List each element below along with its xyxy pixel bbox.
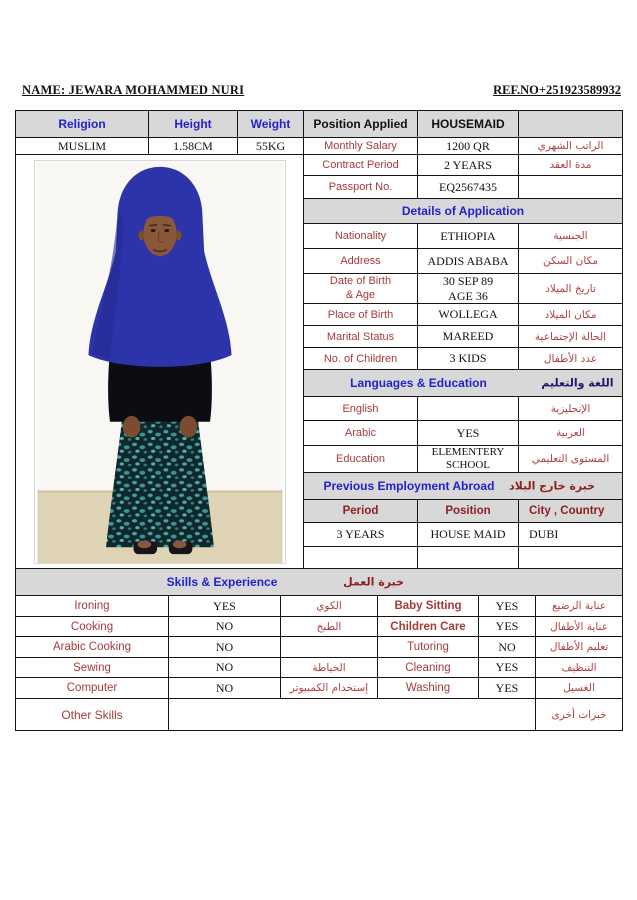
nationality-arabic: الجنسية — [519, 224, 623, 249]
applicant-info-table — [15, 110, 623, 570]
education-label: Education — [304, 446, 418, 473]
applicant-photo — [34, 160, 286, 564]
skill-babysitting-value: YES — [479, 596, 536, 617]
skill-arabiccooking-arabic — [281, 637, 378, 658]
skill-arabiccooking-value: NO — [169, 637, 281, 658]
birthplace-value: WOLLEGA — [418, 304, 519, 326]
marital-status-arabic: الحالة الإجتماعية — [519, 326, 623, 348]
skill-ironing-arabic: الكوي — [281, 596, 378, 617]
other-skills-label: Other Skills — [16, 699, 169, 731]
height-value: 1.58CM — [149, 138, 238, 155]
arabic-label: Arabic — [304, 421, 418, 446]
education-arabic: المستوى التعليمي — [519, 446, 623, 473]
english-value — [418, 397, 519, 421]
applicant-name-heading: NAME: JEWARA MOHAMMED NURI — [22, 83, 245, 97]
details-of-application-section: Details of Application — [304, 199, 623, 224]
skill-tutoring-arabic: تعليم الأطفال — [536, 637, 623, 658]
weight-header: Weight — [238, 111, 304, 138]
skills-table — [15, 568, 623, 731]
religion-value: MUSLIM — [16, 138, 149, 155]
skill-cleaning-value: YES — [479, 658, 536, 678]
city-country-col-header: City , Country — [519, 500, 623, 523]
skill-childrencare-label: Children Care — [378, 617, 479, 637]
address-value: ADDIS ABABA — [418, 249, 519, 274]
skill-babysitting-label: Baby Sitting — [378, 596, 479, 617]
skill-arabiccooking-label: Arabic Cooking — [16, 637, 169, 658]
position-col-header: Position — [418, 500, 519, 523]
skill-computer-label: Computer — [16, 678, 169, 699]
english-arabic: الإنجليزية — [519, 397, 623, 421]
skills-experience-label-ar: خبرة العمل — [343, 575, 405, 589]
position-applied-header: Position Applied — [304, 111, 418, 138]
position-value: HOUSEMAID — [418, 111, 519, 138]
skills-experience-section — [16, 569, 623, 596]
marital-status-label: Marital Status — [304, 326, 418, 348]
skill-babysitting-arabic: عناية الرضيع — [536, 596, 623, 617]
children-value: 3 KIDS — [418, 348, 519, 370]
empty-header-cell — [519, 111, 623, 138]
applicant-photo-illustration — [35, 161, 285, 563]
skill-sewing-label: Sewing — [16, 658, 169, 678]
languages-education-label-en: Languages & Education — [350, 376, 487, 390]
skills-experience-label-en: Skills & Experience — [166, 575, 278, 589]
skill-washing-arabic: الغسيل — [536, 678, 623, 699]
skill-cooking-value: NO — [169, 617, 281, 637]
skill-computer-value: NO — [169, 678, 281, 699]
arabic-value: YES — [418, 421, 519, 446]
passport-value: EQ2567435 — [418, 176, 519, 199]
weight-value: 55KG — [238, 138, 304, 155]
passport-label: Passport No. — [304, 176, 418, 199]
dob-label-line1: Date of Birth — [329, 275, 392, 288]
skill-ironing-label: Ironing — [16, 596, 169, 617]
nationality-label: Nationality — [304, 224, 418, 249]
skill-tutoring-label: Tutoring — [378, 637, 479, 658]
skill-washing-label: Washing — [378, 678, 479, 699]
languages-education-label-ar: اللغة والتعليم — [541, 376, 614, 390]
skill-cooking-label: Cooking — [16, 617, 169, 637]
other-skills-arabic: خبرات أخرى — [536, 699, 623, 731]
skill-childrencare-arabic: عناية الأطفال — [536, 617, 623, 637]
english-label: English — [304, 397, 418, 421]
height-header: Height — [149, 111, 238, 138]
skill-cleaning-label: Cleaning — [378, 658, 479, 678]
previous-employment-label-en: Previous Employment Abroad — [323, 479, 495, 494]
employment-empty-period — [304, 547, 418, 570]
employment-city-value: DUBI — [519, 523, 623, 547]
skill-sewing-value: NO — [169, 658, 281, 678]
skill-childrencare-value: YES — [479, 617, 536, 637]
applicant-photo-cell — [16, 155, 304, 570]
passport-arabic — [519, 176, 623, 199]
monthly-salary-label: Monthly Salary — [304, 138, 418, 155]
skill-computer-arabic: إستخدام الكمبيوتر — [281, 678, 378, 699]
previous-employment-section — [304, 473, 623, 500]
monthly-salary-arabic: الراتب الشهري — [519, 138, 623, 155]
contract-period-arabic: مدة العقد — [519, 155, 623, 176]
employment-empty-city — [519, 547, 623, 570]
dob-label — [304, 274, 418, 304]
dob-value-line2: AGE 36 — [448, 288, 488, 303]
languages-education-section — [304, 370, 623, 397]
dob-value — [418, 274, 519, 304]
address-arabic: مكان السكن — [519, 249, 623, 274]
arabic-arabic: العربية — [519, 421, 623, 446]
contract-period-label: Contract Period — [304, 155, 418, 176]
monthly-salary-value: 1200 QR — [418, 138, 519, 155]
skill-ironing-value: YES — [169, 596, 281, 617]
birthplace-arabic: مكان الميلاد — [519, 304, 623, 326]
skill-cleaning-arabic: التنظيف — [536, 658, 623, 678]
employment-position-value: HOUSE MAID — [418, 523, 519, 547]
nationality-value: ETHIOPIA — [418, 224, 519, 249]
other-skills-empty — [169, 699, 536, 731]
employment-empty-position — [418, 547, 519, 570]
employment-period-value: 3 YEARS — [304, 523, 418, 547]
dob-value-line1: 30 SEP 89 — [442, 274, 494, 289]
education-value-line1: ELEMENTERY — [431, 446, 505, 458]
previous-employment-label-ar: خبرة خارج البلاد — [508, 479, 596, 493]
address-label: Address — [304, 249, 418, 274]
marital-status-value: MAREED — [418, 326, 519, 348]
children-arabic: عدد الأطفال — [519, 348, 623, 370]
reference-number: REF.NO+251923589932 — [493, 83, 621, 97]
period-col-header: Period — [304, 500, 418, 523]
skill-washing-value: YES — [479, 678, 536, 699]
dob-label-line2: & Age — [345, 288, 376, 301]
education-value — [418, 446, 519, 473]
skill-tutoring-value: NO — [479, 637, 536, 658]
dob-arabic: تاريخ الميلاد — [519, 274, 623, 304]
religion-header: Religion — [16, 111, 149, 138]
birthplace-label: Place of Birth — [304, 304, 418, 326]
contract-period-value: 2 YEARS — [418, 155, 519, 176]
children-label: No. of Children — [304, 348, 418, 370]
skill-sewing-arabic: الخياطة — [281, 658, 378, 678]
education-value-line2: SCHOOL — [445, 459, 490, 472]
skill-cooking-arabic: الطبخ — [281, 617, 378, 637]
